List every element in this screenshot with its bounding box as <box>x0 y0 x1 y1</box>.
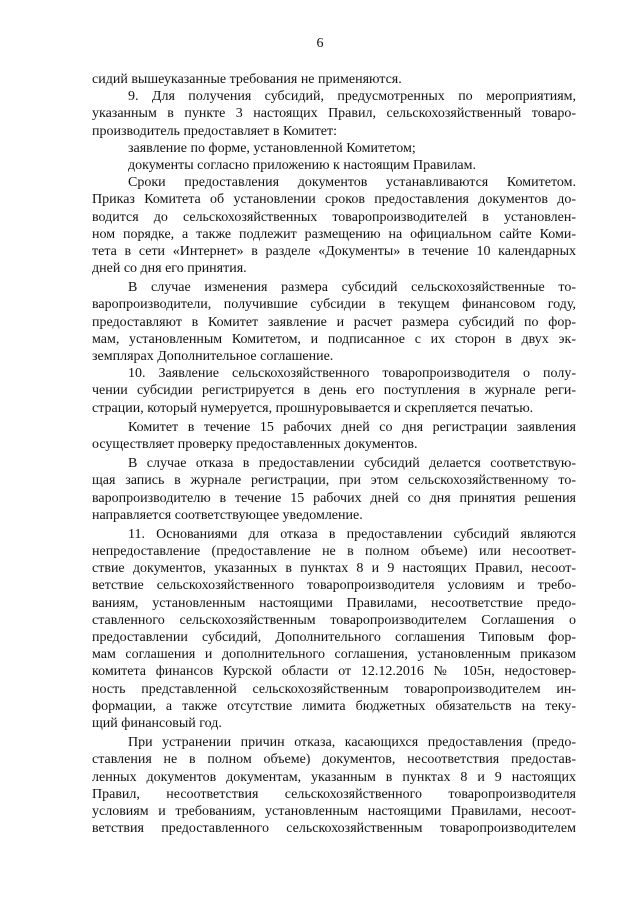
text-line: Правил, несоответствия сельскохозяйственного товаропроизводителя <box>92 786 576 802</box>
text-line: чении субсидии регистрируется в день его поступления в журнале реги- <box>92 383 576 399</box>
text-line: земплярах Дополнительное соглашение. <box>92 349 334 364</box>
text-line: 11. Основаниями для отказа в предоставлении субсидий являются <box>128 526 576 542</box>
text-line: страции, который нумеруется, прошнуровывается и скрепляется печатью. <box>92 400 534 416</box>
text-line: ваниям, установленным настоящими Правилами, несоответствие предо- <box>92 595 576 611</box>
text-line: ставленного сельскохозяйственным товаропроизводителем Соглашения о <box>92 612 576 628</box>
text-line: ном порядке, а также подлежит размещению на официальном сайте Коми- <box>92 226 576 242</box>
paragraph-elimination <box>92 734 576 837</box>
paragraph-item-11 <box>92 526 576 732</box>
text-line: предоставлении субсидий, Дополнительного соглашения Типовым фор- <box>92 630 576 645</box>
text-line: ставления не в полном объеме) документов, несоответствия предостав- <box>92 752 576 768</box>
text-line: непредоставление (предоставление не в полном объеме) или несоответ- <box>92 544 576 560</box>
text-line: условиям и требованиям, установленным настоящими Правилами, несоот- <box>92 803 576 819</box>
text-line: варопроизводителю в течение 15 рабочих дней со дня принятия решения <box>92 490 576 506</box>
text-line: водится до сельскохозяйственных товаропроизводителей в установлен- <box>92 209 576 225</box>
paragraph-continuation <box>92 71 576 88</box>
text-line: ность представленной сельскохозяйственным товаропроизводителем ин- <box>92 681 576 697</box>
text-line: указанным в пункте 3 настоящих Правил, сельскохозяйственный товаро- <box>92 106 576 122</box>
paragraph-subsidy-change <box>92 279 576 365</box>
text-line: дней со дня его принятия. <box>92 261 247 277</box>
text-line: варопроизводители, получившие субсидии в текущем финансовом году, <box>92 297 576 313</box>
text-line: направляется соответствующее уведомление. <box>92 507 363 523</box>
document-body <box>92 71 576 837</box>
paragraph-application-form <box>92 140 576 157</box>
text-line: 10. Заявление сельскохозяйственного товаропроизводителя о полу- <box>128 366 576 382</box>
text-line: комитета финансов Курской области от 12.12.2016 № 105н, недостовер- <box>92 664 576 680</box>
paragraph-item-9 <box>92 88 576 140</box>
text-line: производитель предоставляет в Комитет: <box>92 123 338 139</box>
paragraph-verification <box>92 419 576 453</box>
paragraph-deadlines <box>92 174 576 277</box>
text-line: заявление по форме, установленной Комитетом; <box>128 140 416 156</box>
text-line: осуществляет проверку предоставленных документов. <box>92 436 418 452</box>
text-line: Комитет в течение 15 рабочих дней со дня регистрации заявления <box>128 419 576 435</box>
paragraph-refusal-record <box>92 455 576 524</box>
text-line: 9. Для получения субсидий, предусмотренных по мероприятиям, <box>128 89 576 105</box>
text-line: Сроки предоставления документов устанавливаются Комитетом. <box>128 175 576 191</box>
paragraph-documents <box>92 157 576 174</box>
text-line: сидий вышеуказанные требования не применяются. <box>92 72 402 87</box>
text-line: Приказ Комитета об установлении сроков предоставления документов до- <box>92 192 576 208</box>
page-number: 6 <box>316 36 324 51</box>
text-line: При устранении причин отказа, касающихся предоставления (предо- <box>128 735 576 751</box>
text-line: тета в сети «Интернет» в разделе «Документы» в течение 10 календарных <box>92 243 576 259</box>
text-line: щий финансовый год. <box>92 715 222 731</box>
text-line: мам соглашения и дополнительного соглашения, установленным приказом <box>92 647 576 663</box>
text-line: ветствия предоставленного сельскохозяйственным товаропроизводителем <box>92 821 576 837</box>
text-line: ветствие сельскохозяйственного товаропроизводителя условиям и требо- <box>92 578 576 594</box>
text-line: В случае изменения размера субсидий сельскохозяйственные то- <box>128 280 576 296</box>
text-line: ленных документов документам, указанным в пунктах 8 и 9 настоящих <box>92 769 576 785</box>
text-line: щая запись в журнале регистрации, при этом сельскохозяйственному то- <box>92 473 576 489</box>
text-line: В случае отказа в предоставлении субсидий делается соответствую- <box>128 456 576 472</box>
text-line: документы согласно приложению к настоящим Правилам. <box>128 157 476 173</box>
text-line: ствие документов, указанных в пунктах 8 и 9 настоящих Правил, несоот- <box>92 561 576 577</box>
text-line: предоставляют в Комитет заявление и расчет размера субсидий по фор- <box>92 314 576 330</box>
text-line: мам, установленным Комитетом, и подписанное с их сторон в двух эк- <box>92 331 576 347</box>
text-line: формации, а также отсутствие лимита бюджетных обязательств на теку- <box>92 698 576 714</box>
paragraph-item-10 <box>92 365 576 417</box>
